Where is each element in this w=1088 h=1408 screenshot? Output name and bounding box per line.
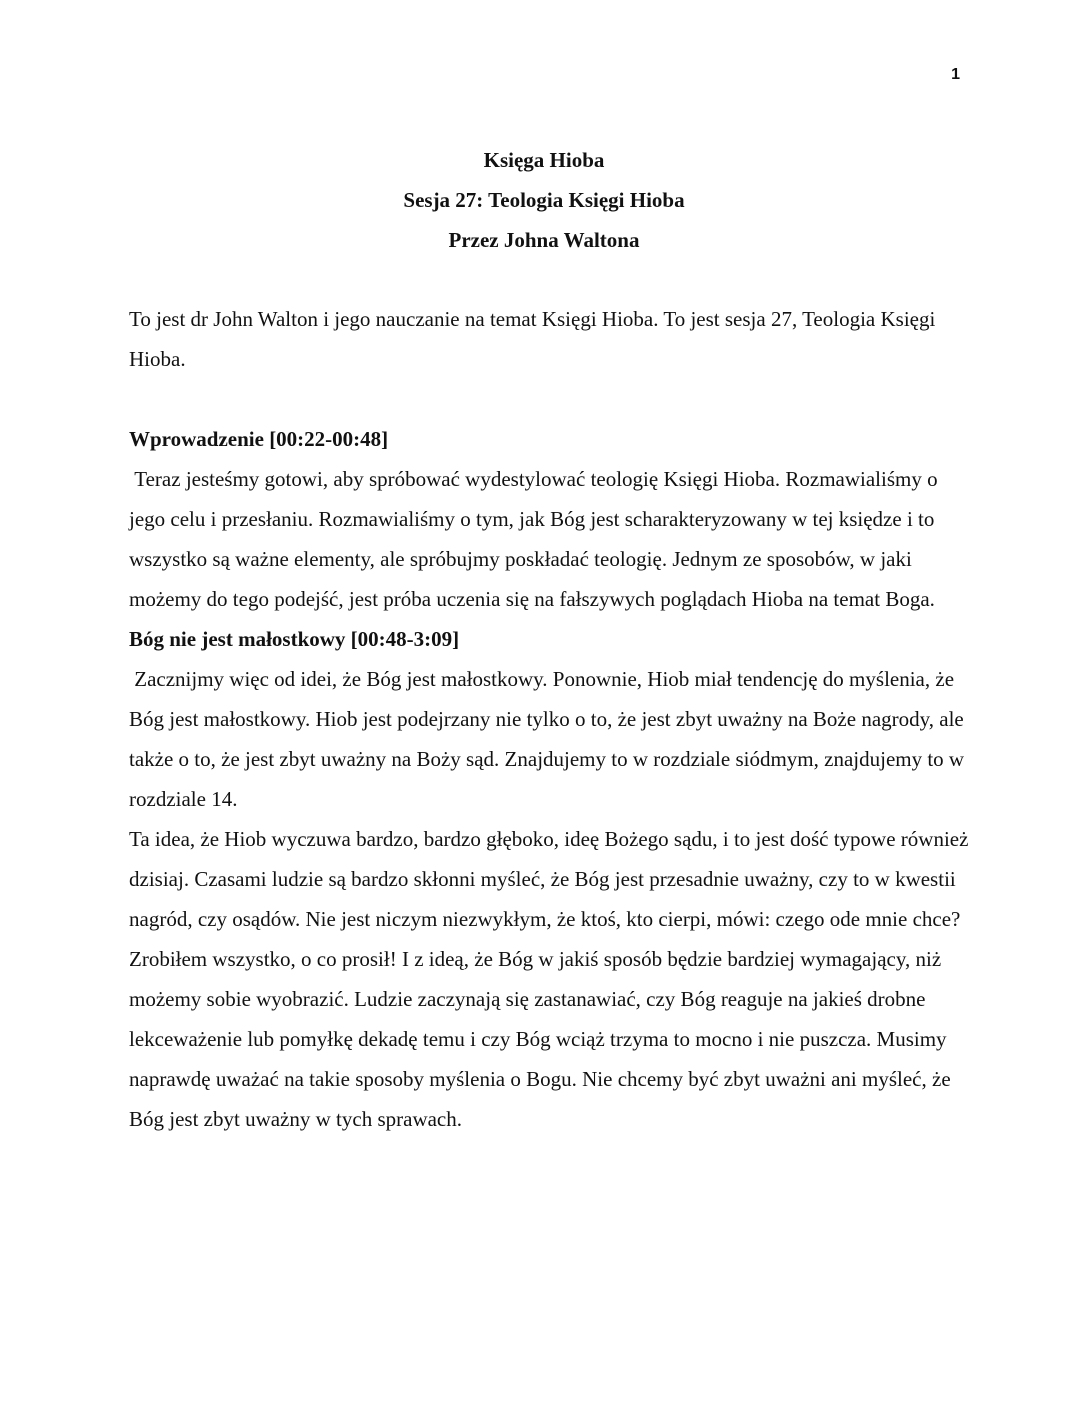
section-heading-introduction: Wprowadzenie [00:22-00:48] (129, 427, 389, 451)
session-title: Sesja 27: Teologia Księgi Hioba (403, 188, 685, 212)
body-paragraph: Teraz jesteśmy gotowi, aby spróbować wydestylować teologię Księgi Hioba. Rozmawialiśmy o jego celu i przesłaniu. Rozmawialiśmy o tym, jak Bóg jest scharakteryzowany w tej księdze i to wszystko są ważne elementy, ale spróbujmy poskładać teologię. Jednym ze sposobów, w jaki możemy do tego podejść, jest próba uczenia się na fałszywych poglądach Hioba na temat Boga. (129, 467, 943, 611)
document-body (129, 299, 969, 1139)
body-paragraph: Zacznijmy więc od idei, że Bóg jest małostkowy. Ponownie, Hiob miał tendencję do myślenia, że Bóg jest małostkowy. Hiob jest podejrzany nie tylko o to, że jest zbyt uważny na Boże nagrody, ale także o to, że jest zbyt uważny na Boży sąd. Znajdujemy to w rozdziale siódmym, znajdujemy to w rozdziale 14. (129, 667, 970, 811)
document-title: Księga Hioba (483, 148, 605, 172)
title-block (0, 140, 1088, 260)
section-heading-god-not-petty: Bóg nie jest małostkowy [00:48-3:09] (129, 627, 460, 651)
intro-paragraph: To jest dr John Walton i jego nauczanie na temat Księgi Hioba. To jest sesja 27, Teologia Księgi Hioba. (129, 307, 936, 371)
page-number: 1 (951, 66, 960, 83)
body-paragraph: Ta idea, że Hiob wyczuwa bardzo, bardzo głęboko, ideę Bożego sądu, i to jest dość typowe również dzisiaj. Czasami ludzie są bardzo skłonni myśleć, że Bóg jest przesadnie uważny, czy to w kwestii nagród, czy osądów. Nie jest niczym niezwykłym, że ktoś, kto cierpi, mówi: czego ode mnie chce? Zrobiłem wszystko, o co prosił! I z ideą, że Bóg w jakiś sposób będzie bardziej wymagający, niż możemy sobie wyobrazić. Ludzie zaczynają się zastanawiać, czy Bóg reaguje na jakieś drobne lekceważenie lub pomyłkę dekadę temu i czy Bóg wciąż trzyma to mocno i nie puszcza. Musimy naprawdę uważać na takie sposoby myślenia o Bogu. Nie chcemy być zbyt uważni ani myśleć, że Bóg jest zbyt uważny w tych sprawach. (129, 827, 969, 1131)
author-line: Przez Johna Waltona (448, 228, 640, 252)
